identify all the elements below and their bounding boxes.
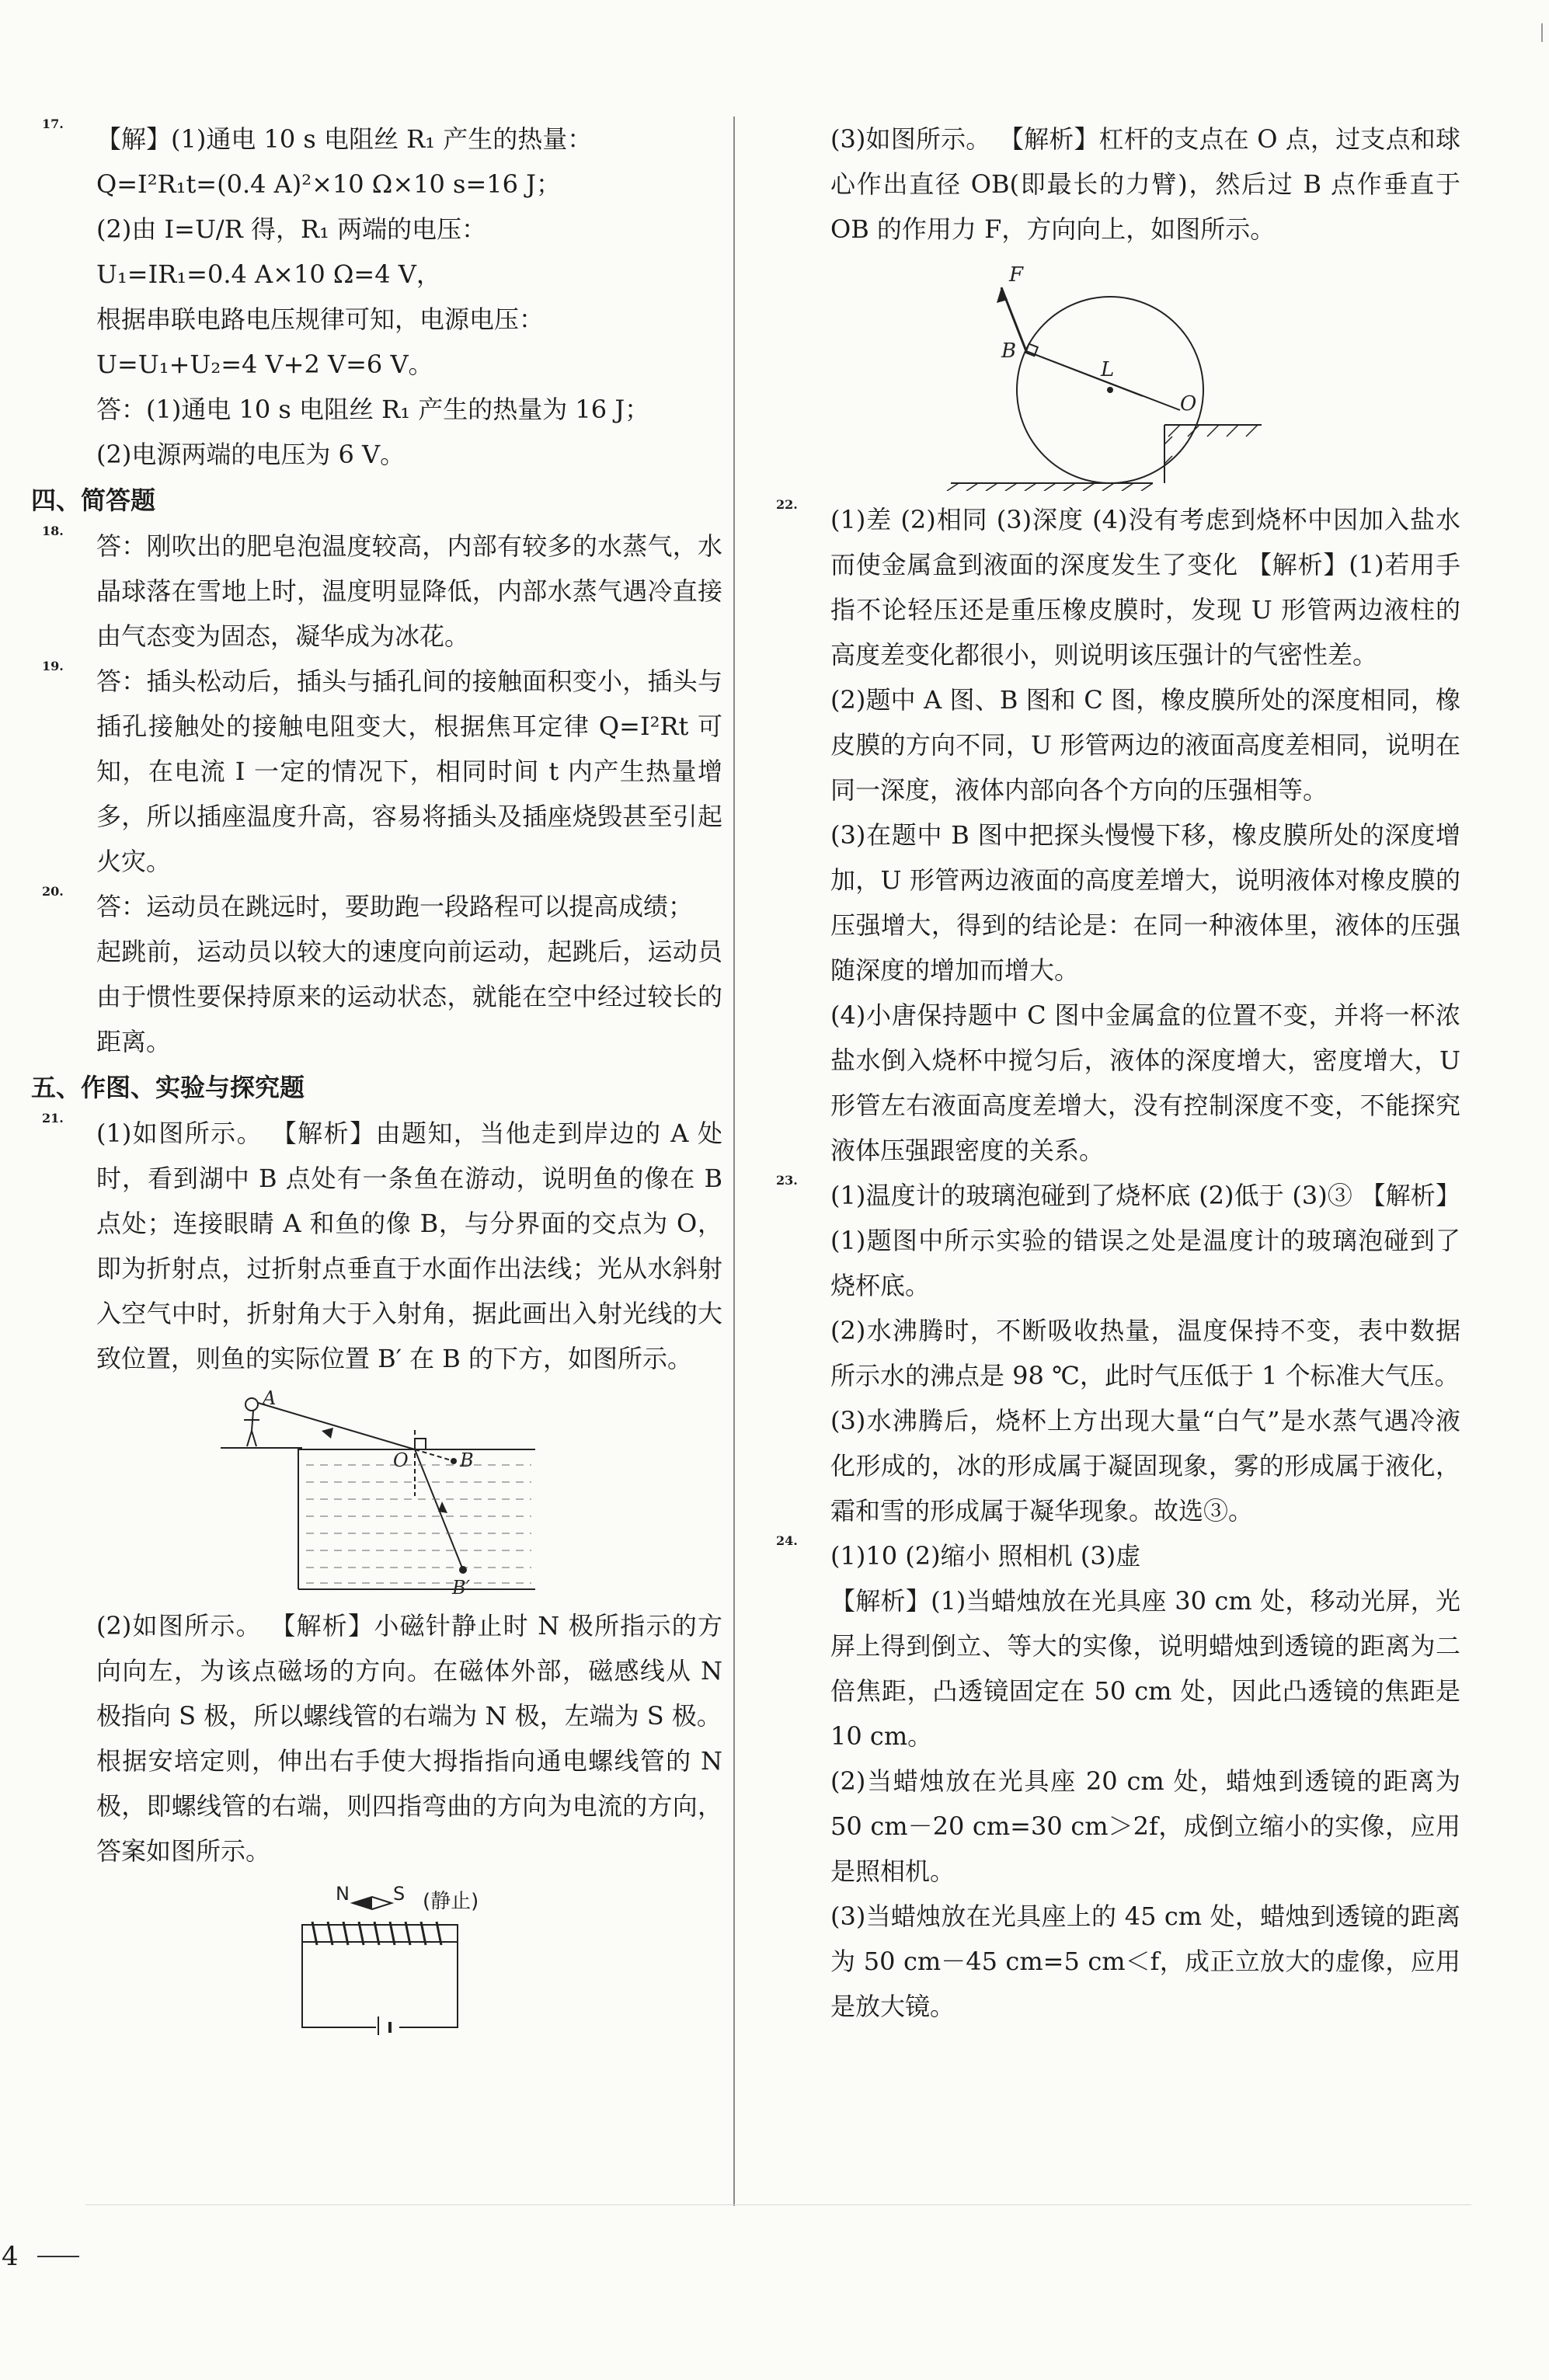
q22-text: (3)在题中 B 图中把探头慢慢下移，橡皮膜所处的深度增加，U 形管两边液面的高度差增大，说明液体对橡皮膜的压强增大，得到的结论是：在同一种液体里，液体的压强随深度的增加而增大。 [830,820,1460,985]
q20-text: 答：运动员在跳远时，要助跑一段路程可以提高成绩； [96,892,694,921]
q17-line: 根据串联电路电压规律可知，电源电压： [96,304,545,334]
q23-text: (3)水沸腾后，烧杯上方出现大量“白气”是水蒸气遇冷液化形成的，冰的形成属于凝固现象，雾的形成属于液化，霜和雪的形成属于凝华现象。故选③。 [830,1406,1460,1526]
left-column [31,117,722,2041]
footer-rule [85,2204,1471,2205]
q17-line: 【解】(1)通电 10 s 电阻丝 R₁ 产生的热量： [96,124,593,154]
question-number: 20. [42,884,64,899]
arrow-head [438,1501,447,1513]
q24-text: (3)当蜡烛放在光具座上的 45 cm 处，蜡烛到透镜的距离为 50 cm－45 cm=5 cm＜f，成正立放大的虚像，应用是放大镜。 [830,1902,1460,2021]
q21-text: (3)如图所示。 【解析】杠杆的支点在 O 点，过支点和球心作出直径 OB(即最长的力臂)，然后过 B 点作垂直于 OB 的作用力 F，方向向上，如图所示。 [830,124,1460,244]
q22-text: (4)小唐保持题中 C 图中金属盒的位置不变，并将一杯浓盐水倒入烧杯中搅匀后，液体的深度增大，密度增大，U 形管左右液面高度差增大，没有控制深度不变，不能探究液体压强跟密度的关系。 [830,1000,1460,1165]
label-L: L [1101,358,1115,381]
image-point [451,1458,457,1464]
q18-text: 答：刚吹出的肥皂泡温度较高，内部有较多的水蒸气，水晶球落在雪地上时，温度明显降低，内部水蒸气遇冷直接由气态变为固态，凝华成为冰花。 [96,531,722,651]
q21-text: 根据安培定则，伸出右手使大拇指指向通电螺线管的 N 极，即螺线管的右端，则四指弯曲的方向为电流的方向，答案如图所示。 [96,1746,722,1866]
q22-text: (2)题中 A 图、B 图和 C 图，橡皮膜所处的深度相同，橡皮膜的方向不同，U 形管两边的液面高度差相同，说明在同一深度，液体内部向各个方向的压强相等。 [830,685,1460,805]
solenoid-core [302,1925,458,1942]
question-number: 21. [42,1111,64,1126]
q17-line: U₁=IR₁=0.4 A×10 Ω=4 V， [96,259,441,289]
q24-answer: (1)10 (2)缩小 照相机 (3)虚 [830,1541,1141,1571]
label-B-prime: B′ [452,1577,471,1597]
q22-text: (1)差 (2)相同 (3)深度 (4)没有考虑到烧杯中因加入盐水而使金属盒到液面的深度发生了变化 【解析】(1)若用手指不论轻压还是重压橡皮膜时，发现 U 形管两边液柱的高度差变化都很小，则说明该压强计的气密性差。 [830,505,1460,670]
page-number-dash [37,2256,79,2257]
fish-point [459,1566,467,1574]
lever-figure [939,258,1273,491]
solenoid-figure [298,1880,555,2035]
label-N: N [336,1883,350,1905]
q23-text: (1)温度计的玻璃泡碰到了烧杯底 (2)低于 (3)③ 【解析】(1)题图中所示实验的错误之处是温度计的玻璃泡碰到了烧杯底。 [830,1181,1460,1300]
q17-line: 答：(1)通电 10 s 电阻丝 R₁ 产生的热量为 16 J； [96,395,650,424]
arrow-head [322,1428,333,1439]
refraction-figure [221,1387,539,1597]
q17-line: U=U₁+U₂=4 V+2 V=6 V。 [96,350,433,379]
question-19 [31,659,722,884]
label-S: S [393,1883,406,1905]
question-number: 22. [776,497,798,512]
q21-text: (1)如图所示。 【解析】由题知，当他走到岸边的 A 处时，看到湖中 B 点处有一条鱼在游动，说明鱼的像在 B 点处；连接眼睛 A 和鱼的像 B，与分界面的交点为 O，即为折射点，过折射点垂直于水面作出法线；光从水斜射入空气中时，折射角大于入射角，据此画出入射光线的大致位置，则鱼的实际位置 B′ 在 B 的下方，如图所示。 [96,1119,722,1373]
q21-text: (2)如图所示。 【解析】小磁针静止时 N 极所指示的方向向左，为该点磁场的方向。在磁体外部，磁感线从 N 极指向 S 极，所以螺线管的右端为 N 极，左端为 S 极。 [96,1611,722,1731]
page-number: 4 [2,2241,19,2272]
label-F: F [1009,263,1024,287]
q24-text: (2)当蜡烛放在光具座 20 cm 处，蜡烛到透镜的距离为 50 cm－20 cm=30 cm＞2f，成倒立缩小的实像，应用是照相机。 [830,1766,1460,1886]
question-18 [31,524,722,659]
q19-text: 答：插头松动后，插头与插孔间的接触面积变小，插头与插孔接触处的接触电阻变大，根据焦耳定律 Q=I²Rt 可知，在电流 I 一定的情况下，相同时间 t 内产生热量增多，所以插座温度升高，容易将插头及插座烧毁甚至引起火灾。 [96,666,722,876]
question-number: 18. [42,524,64,538]
section-heading: 五、作图、实验与探究题 [31,1073,305,1102]
compass-north-half [353,1897,372,1909]
ball-center [1107,387,1113,393]
right-column [765,117,1460,2029]
left-wire [302,1942,376,2027]
section-heading: 四、简答题 [31,485,156,515]
virtual-ray [415,1449,454,1461]
q17-line: Q=I²R₁t=(0.4 A)²×10 Ω×10 s=16 J； [96,169,561,199]
q24-text: 【解析】(1)当蜡烛放在光具座 30 cm 处，移动光屏，光屏上得到倒立、等大的实像，说明蜡烛到透镜的距离为二倍焦距，凸透镜固定在 50 cm 处，因此凸透镜的焦距是 10 cm。 [830,1586,1460,1751]
question-number: 19. [42,659,64,673]
label-O: O [1180,392,1197,416]
q20-text: 起跳前，运动员以较大的速度向前运动，起跳后，运动员由于惯性要保持原来的运动状态，就能在空中经过较长的距离。 [96,937,722,1056]
question-21 [31,1111,722,2035]
question-number: 17. [42,117,64,131]
question-21-part3 [765,117,1460,491]
emergent-ray [258,1403,415,1449]
label-O: O [393,1449,409,1471]
question-20 [31,884,722,1064]
question-number: 23. [776,1173,798,1188]
question-17 [31,117,722,477]
question-24 [765,1533,1460,2029]
person-head [245,1398,258,1411]
label-still: (静止) [423,1890,479,1913]
top-edge-mark [1541,23,1543,42]
label-B: B [460,1449,474,1471]
question-23 [765,1173,1460,1533]
question-number: 24. [776,1533,798,1548]
label-B: B [1001,339,1017,363]
right-wire [399,1942,458,2027]
column-divider [733,117,735,2206]
q17-line: (2)电源两端的电压为 6 V。 [96,440,406,469]
q17-line: (2)由 I=U/R 得，R₁ 两端的电压： [96,214,487,244]
label-A: A [263,1387,277,1409]
question-22 [765,497,1460,1173]
right-angle-mark [415,1439,426,1449]
q23-text: (2)水沸腾时，不断吸收热量，温度保持不变，表中数据所示水的沸点是 98 ℃，此时气压低于 1 个标准大气压。 [830,1316,1460,1390]
